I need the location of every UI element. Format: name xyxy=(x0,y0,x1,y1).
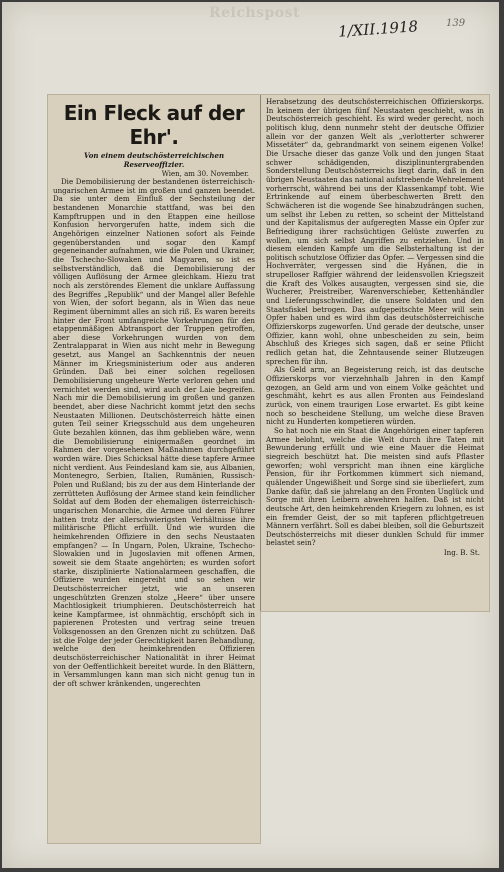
article-signature: Ing. B. St. xyxy=(443,548,480,558)
article-body-right-2: Als Geld arm, an Begeisterung reich, ist das deutsche Offizierskorps vor vierzehnhalb Jahren in den Kampf gezogen, an Geld arm und von einem Volke geächtet und geschmäht, kehrt es aus allen Fronten aus Feindesland zurück, von einem traurigen Lose erwartet. Es gibt keine noch so bescheidene Stellung, um welche diese Braven nicht zu Hunderten kompetieren würden. xyxy=(266,365,484,427)
article-title: Ein Fleck auf der Ehr'. xyxy=(63,101,245,149)
article-body-right-3: So hat noch nie ein Staat die Angehörigen einer tapferen Armee belohnt, welche die Welt durch ihre Taten mit Bewunderung erfüllt und wie eine Mauer die Heimat siegreich beschützt hat. Die meisten sind aufs Pflaster geworfen; wohl verspricht man ihnen eine kärgliche Pension, für ihr Fortkommen kümmert sich niemand, quälender Ungewißheit und Sorge sind sie überliefert, zum Danke dafür, daß sie jahrelang an den Fronten Unglück und Sorge mit ihren Leibern abwehren halfen. Daß ist nicht deutsche Art, den heimkehrenden Kriegern zu lohnen, es ist ein fremder Geist, der so mit tapferen pflichtgetreuen Männern verfährt. Soll es dabei bleiben, soll die Geburtszeit Deutschösterreichs mit dieser dunklen Schuld für immer belastet sein? xyxy=(266,425,484,548)
clipping-right-column xyxy=(261,95,489,611)
column-divider xyxy=(260,95,261,611)
clipping-left-column xyxy=(48,95,260,843)
article-dateline: Wien, am 30. November. xyxy=(161,170,249,178)
newspaper-stamp: Reichspost xyxy=(209,5,300,21)
handwritten-date: 1/XII.1918 xyxy=(337,17,419,41)
article-body-left: Die Demobilisierung der bestandenen österreichisch-ungarischen Armee ist im großen und ganzen beendet. Da sie unter dem Einfluß der Sechsteilung der bestandenen Monarchie stattfand, was bei den Kampftruppen und in den Etappen eine heillose Konfusion hervorgerufen hatte, indem sich die Angehörigen einzelner Nationen sofort als Feinde gegenüberstanden und sogar den Kampf gegeneinander aufnahmen, wie die Polen und Ukrainer, die Tschecho-Slowaken und Magyaren, so ist es selbstverständlich, daß die Demobilisierung der völligen Auflösung der Armee gleichkam. Hiezu trat noch als zerstörendes Element die unklare Auffassung des Begriffes „Republik“ und der Mangel aller Befehle von Wien, der sofort begann, als in Wien das neue Regiment übernimmt alles an sich riß. Es waren bereits hinter der Front umfangreiche Vorkehrungen für den etappenmäßigen Abtransport der Truppen getroffen, aber diese Vorkehrungen wurden von dem Zentralapparat in Wien aus nicht mehr in Bewegung gesetzt, aus Mangel an Sachkenntnis der neuen Männer im Kriegsministerium oder aus anderen Gründen. Daß bei einer solchen regellosen Demobilisierung ungeheure Werte verloren gehen und vernichtet werden sind, wird auch der Laie begreifen. Nach mir die Demobilisierung im großen und ganzen beendet, aber diese Nachricht kommt jetzt den sechs Neustaaten Millionen. Deutschösterreich hätte einen guten Teil seiner Kriegsschuld aus dem ungeheuren Gute bezahlen können, das ihm geblieben wäre, wenn die Demobilisierung einigermaßen geordnet im Rahmen der vorgesehenen Maßnahmen durchgeführt worden wäre. Dies Schicksal hätte diese tapfere Armee nicht verdient. Aus Feindesland kam sie, aus Albanien, Montenegro, Serbien, Italien, Rumänien, Russisch-Polen und Rußland; bis zu der aus dem Hinterlande der zerrütteten Auflösung der Armee stand kein feindlicher Soldat auf dem Boden der ehemaligen österreichisch-ungarischen Monarchie, die Armee und deren Führer hatten trotz der allerschwierigsten Verhältnisse ihre militärische Pflicht erfüllt. Und wie wurden die heimkehrenden Offiziere in den sechs Neustaaten empfangen? — In Ungarn, Polen, Ukraine, Tschecho-Slowakien und in Jugoslavien mit offenen Armen, soweit sie dem Staate angehörten; es wurden sofort starke, disziplinierte Nationalarmeen geschaffen, die Offiziere wurden eingereiht und so sehen wir Deutschösterreicher jetzt, wie an unseren ungeschützten Grenzen stolze „Heere“ über unsere Machtlosigkeit triumphieren. Deutschösterreich hat keine Kampfarmee, ist ohnmächtig, erschöpft sich in papierenen Protesten und vertrag seine treuen Volksgenossen an den Grenzen nicht zu schützen. Daß ist die Folge der jeder Gerechtigkeit baren Behandlung, welche den heimkehrenden Offizieren deutschösterreichischer Nationalität in ihrer Heimat von der Oeffentlichkeit bereitet wurde. In den Blättern, in Versammlungen kann man sich nicht genug tun in der oft schwer kränkenden, ungerechten xyxy=(53,177,255,689)
page-number: 139 xyxy=(446,18,466,29)
article-body-right-1: Herabsetzung des deutschösterreichischen Offizierskorps. In keinem der übrigen fünf Neustaaten geschieht, was in Deutschösterreich geschieht. Es wird weder gerecht, noch politisch klug, denn nunmehr steht der deutsche Offizier allein vor der ganzen Welt als „verlotterter schwerer Missetäter“ da, gebrandmarkt von seinem eigenen Volke! Die Ursache dieser das ganze Volk und den jungen Staat schwer schädigenden, disziplinuntergrabenden Sonderstellung Deutschösterreichs liegt darin, daß in den übrigen Neustaaten das national aufstrebende Wehrelement vorherrscht, während bei uns der Klassenkampf tobt. Wie Ertrinkende auf einem überbeschwerten Brett den Schwächeren ist die wogende See hinabzudrängen suchen, um selbst ihr Leben zu retten, so scheint der Mittelstand und der Kapitalismus der aufgeregten Masse ein Opfer zur Befriedigung ihrer rachsüchtigen Gelüste zuwerfen zu wollen, um sich selbst Angriffen zu entziehen. Und in diesem elenden Kampfe um die Selbsterhaltung ist der politisch schutzlose Offizier das Opfer. — Vergessen sind die Hochverräter, vergessen sind die Hyänen, die in strupelloser Raffgier während der leidensvollen Kriegszeit die Kraft des Volkes ausaugten, vergessen sind sie, die Wucherer, Preistreiber, Warenverschieber, Kettenhändler und Lieferungsschwindler, die unsere Soldaten und den Staatsfiskel betrogen. Das aufgepeitschte Meer will sein Opfer haben und es wird ihm das deutschösterreichische Offizierskorps zugeworfen. Und gerade der deutsche, unser Offizier, kann wohl, ohne unbescheiden zu sein, beim Abschluß des Krieges sich sagen, daß er seine Pflicht redlich getan hat, die Zehntausende seiner Blutzeugen sprechen für ihn. xyxy=(266,97,484,366)
article-subtitle: Von einem deutschösterreichischen Reserveoffizier. xyxy=(83,151,225,169)
